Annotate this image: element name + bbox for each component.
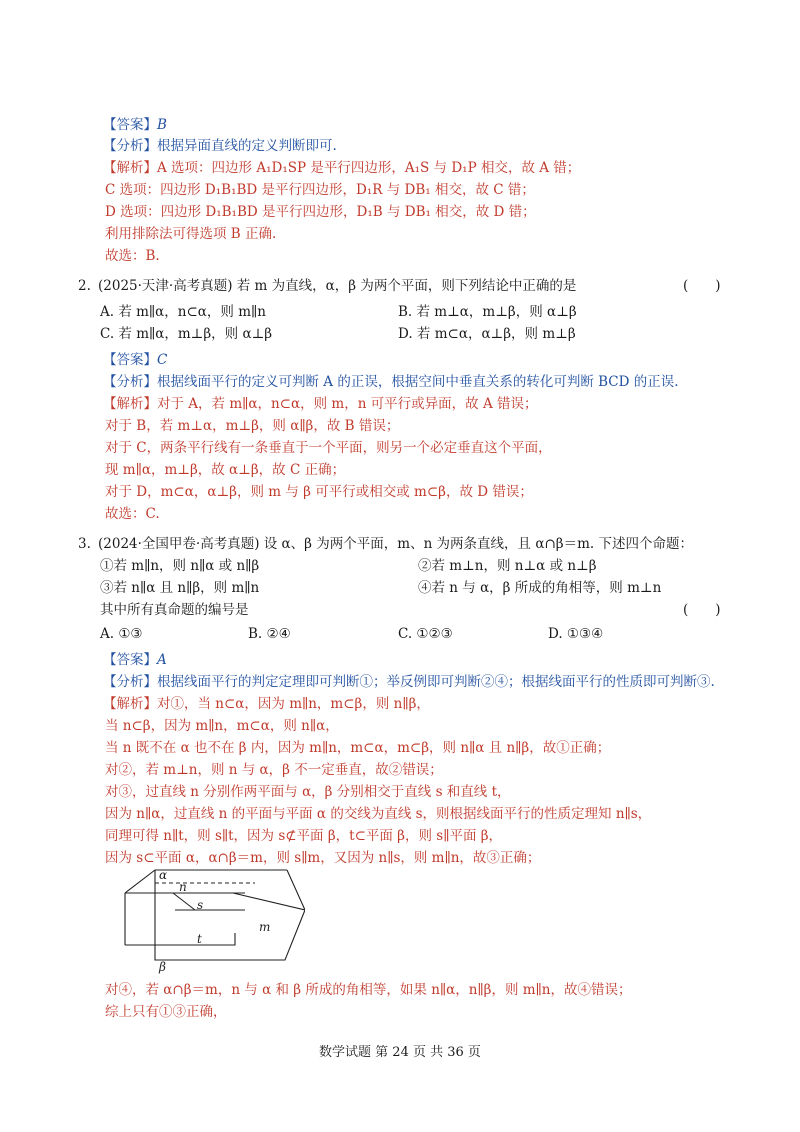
option-c: C. ①②③ (398, 626, 453, 642)
solution-line: 对于 B，若 m⊥α，m⊥β，则 α∥β，故 B 错误； (105, 418, 400, 434)
analysis-text: 根据线面平行的定义可判断 A 的正误，根据空间中垂直关系的转化可判断 BCD 的正误. (157, 374, 679, 390)
answer-tag: 【答案】 (103, 652, 157, 668)
solution-line: 当 n 既不在 α 也不在 β 内，因为 m∥n，m⊂α，m⊂β，则 n∥α 且 n∥β，故①正确； (105, 740, 611, 756)
label-n: n (179, 880, 187, 894)
solution-line (103, 694, 430, 714)
option-b: B. 若 m⊥α，m⊥β，则 α⊥β (398, 304, 577, 320)
question-number: 2. (78, 278, 91, 294)
solution-line: 故选：C. (105, 506, 160, 522)
answer-parentheses: ( ) (683, 278, 721, 294)
proposition-3: ③若 n∥α 且 n∥β，则 m∥n (100, 580, 260, 596)
option-b: B. ②④ (248, 626, 291, 642)
solution-line: 同理可得 n∥t，则 s∥t，因为 s⊄平面 β，t⊂平面 β，则 s∥平面 β， (105, 828, 503, 844)
analysis-text: 根据异面直线的定义判断即可. (157, 138, 337, 154)
solution-line: 对③，过直线 n 分别作两平面与 α，β 分别相交于直线 s 和直线 t， (105, 784, 511, 800)
label-t: t (197, 932, 202, 946)
solution-line: 故选：B. (105, 248, 160, 264)
plane-cut (173, 893, 195, 910)
plane-alpha-lower (125, 933, 235, 945)
analysis-tag: 【分析】 (103, 674, 157, 690)
solution-line: 综上只有①③正确， (105, 1004, 227, 1020)
line-m (233, 893, 305, 910)
option-a: A. 若 m∥α，n⊂α，则 m∥n (100, 304, 266, 320)
solution-line: 对④，若 α∩β＝m，n 与 α 和 β 所成的角相等，如果 n∥α，n∥β，则 m∥n，故④错误； (105, 982, 632, 998)
option-a: A. ①③ (100, 626, 143, 642)
solution-text: A 选项：四边形 A₁D₁SP 是平行四边形，A₁S 与 D₁P 相交，故 A 错； (157, 160, 581, 176)
solution-text: 对①，当 n⊂α，因为 m∥n，m⊂β，则 n∥β， (157, 696, 430, 712)
page-footer: 数学试题 第 24 页 共 36 页 (319, 1045, 481, 1060)
solution-line: 利用排除法可得选项 B 正确. (105, 226, 277, 242)
analysis-tag: 【分析】 (103, 138, 157, 154)
label-alpha: α (159, 868, 168, 882)
option-c: C. 若 m∥α，m⊥β，则 α⊥β (100, 326, 273, 342)
proposition-1: ①若 m∥n，则 n∥α 或 n∥β (100, 558, 260, 574)
question-number: 3. (78, 536, 91, 552)
proposition-2: ②若 m⊥n，则 n⊥α 或 n⊥β (418, 558, 597, 574)
answer-line (103, 115, 167, 135)
solution-line: 对于 C，两条平行线有一条垂直于一个平面，则另一个必定垂直这个平面， (105, 440, 552, 456)
answer-parentheses: ( ) (683, 602, 721, 618)
planes-figure (115, 865, 305, 975)
label-s: s (197, 898, 204, 912)
solution-line (103, 394, 538, 414)
analysis-line (103, 372, 679, 392)
question-stem: (2025·天津·高考真题) 若 m 为直线，α，β 为两个平面，则下列结论中正确的是 (98, 278, 577, 294)
analysis-tag: 【分析】 (103, 374, 157, 390)
solution-line: 现 m∥α，m⊥β，故 α⊥β，故 C 正确； (105, 462, 346, 478)
answer-value: C (157, 352, 168, 368)
solution-line: 对②，若 m⊥n，则 n 与 α，β 不一定垂直，故②错误； (105, 762, 443, 778)
solution-line: 当 n⊂β，因为 m∥n，m⊂α，则 n∥α， (105, 718, 339, 734)
solution-line: C 选项：四边形 D₁B₁BD 是平行四边形，D₁R 与 DB₁ 相交，故 C 错； (105, 182, 535, 198)
solution-line: D 选项：四边形 D₁B₁BD 是平行四边形，D₁B 与 DB₁ 相交，故 D 错； (105, 204, 536, 220)
solution-line: 因为 n∥α，过直线 n 的平面与平面 α 的交线为直线 s，则根据线面平行的性质定理知 n∥s， (105, 806, 652, 822)
answer-line (103, 650, 167, 670)
plane-alpha-outline (125, 870, 287, 893)
solution-text: 对于 A，若 m∥α，n⊂α，则 m，n 可平行或异面，故 A 错误； (157, 396, 538, 412)
analysis-line (103, 672, 715, 692)
question-stem: (2024·全国甲卷·高考真题) 设 α、β 为两个平面，m、n 为两条直线，且 α∩β＝m. 下述四个命题： (98, 536, 693, 552)
solution-line: 对于 D，m⊂α，α⊥β，则 m 与 β 可平行或相交或 m⊂β，故 D 错误； (105, 484, 533, 500)
answer-tag: 【答案】 (103, 352, 157, 368)
solution-line: 因为 s⊂平面 α，α∩β＝m，则 s∥m，又因为 n∥s，则 m∥n，故③正确； (105, 850, 541, 866)
solution-tag: 【解析】 (103, 160, 157, 176)
analysis-line (103, 136, 337, 156)
answer-tag: 【答案】 (103, 117, 157, 133)
answer-value: B (157, 117, 167, 133)
solution-line (103, 158, 580, 178)
analysis-text: 根据线面平行的判定定理即可判断①；举反例即可判断②④；根据线面平行的性质即可判断③. (157, 674, 715, 690)
option-d: D. 若 m⊂α，α⊥β，则 m⊥β (398, 326, 576, 342)
solution-tag: 【解析】 (103, 696, 157, 712)
label-beta: β (159, 960, 166, 974)
answer-value: A (157, 652, 167, 668)
proposition-4: ④若 n 与 α，β 所成的角相等，则 m⊥n (418, 580, 662, 596)
label-m: m (259, 920, 271, 934)
question-ask: 其中所有真命题的编号是 (100, 602, 249, 618)
option-d: D. ①③④ (548, 626, 604, 642)
solution-tag: 【解析】 (103, 396, 157, 412)
answer-line (103, 350, 167, 370)
